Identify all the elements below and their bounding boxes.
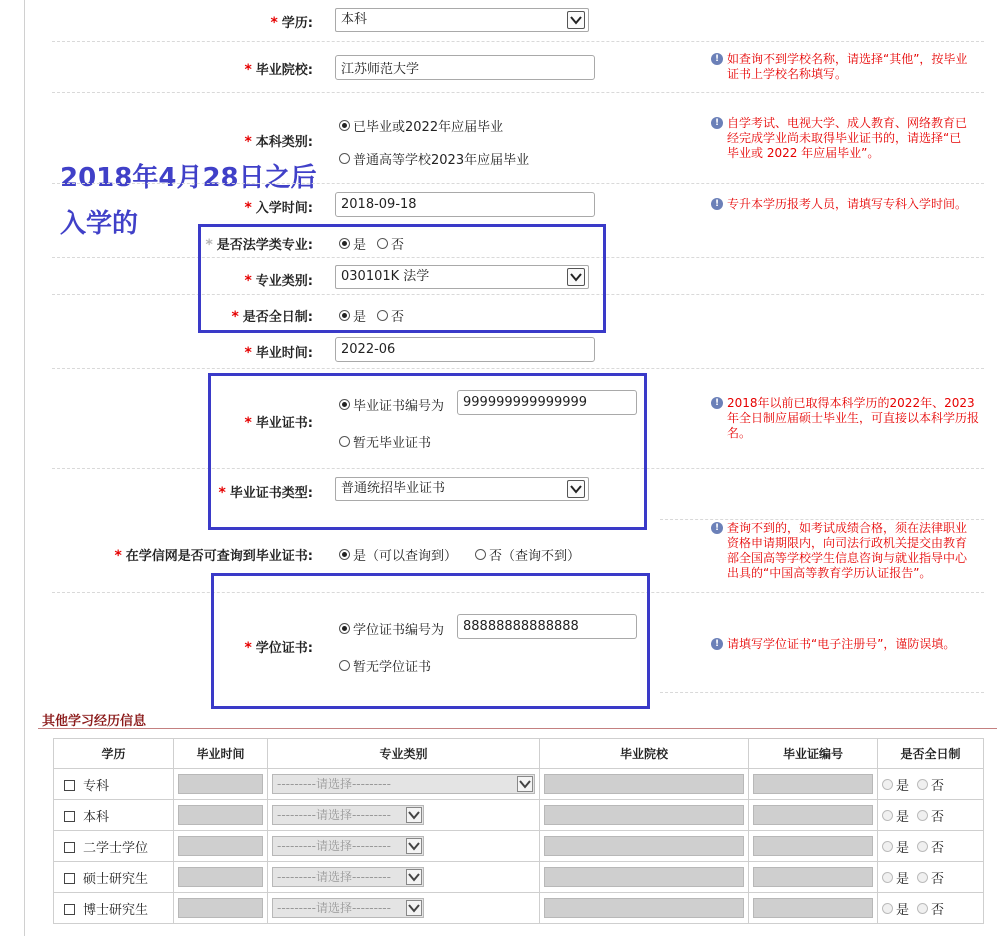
row-checkbox[interactable]: [64, 811, 75, 822]
col-header-grad-time: 毕业时间: [174, 739, 268, 769]
law-major-label: * 是否法学类专业:: [205, 237, 313, 253]
diploma-label: * 毕业证书:: [244, 415, 313, 431]
fulltime-yes-radio[interactable]: 是: [339, 306, 366, 325]
fulltime-yes-radio[interactable]: [882, 779, 893, 790]
major-select-disabled[interactable]: ---------请选择---------: [272, 867, 424, 887]
col-header-cert-number: 毕业证编号: [749, 739, 878, 769]
fulltime-yes-radio[interactable]: [882, 903, 893, 914]
row-checkbox[interactable]: [64, 873, 75, 884]
education-select[interactable]: 本科: [335, 8, 589, 32]
chevron-down-icon: [517, 776, 533, 792]
school-input[interactable]: [335, 55, 595, 80]
school-input-disabled[interactable]: [544, 836, 744, 856]
fulltime-label: * 是否全日制:: [231, 309, 313, 325]
degree-number-radio[interactable]: 学位证书编号为: [339, 619, 444, 638]
row-label: 本科: [83, 809, 110, 825]
annotation-text: 2018年4月28日之后 入学的: [60, 163, 317, 239]
row-checkbox[interactable]: [64, 904, 75, 915]
diploma-type-select[interactable]: 普通统招毕业证书: [335, 477, 589, 501]
grad-time-input-disabled[interactable]: [178, 805, 263, 825]
chevron-down-icon: [406, 838, 422, 854]
row-checkbox[interactable]: [64, 842, 75, 853]
cert-number-input-disabled[interactable]: [753, 805, 873, 825]
cert-number-input-disabled[interactable]: [753, 774, 873, 794]
chevron-down-icon: [406, 869, 422, 885]
category-radio-graduated[interactable]: 已毕业或2022年应届毕业: [339, 116, 503, 135]
history-section-title: 其他学习经历信息: [42, 714, 147, 729]
school-input-disabled[interactable]: [544, 805, 744, 825]
chsi-label: * 在学信网是否可查询到毕业证书:: [114, 548, 313, 564]
fulltime-no-radio[interactable]: 否: [377, 306, 404, 325]
category-label: * 本科类别:: [244, 134, 313, 150]
education-label: * 学历:: [270, 15, 313, 31]
info-icon: !: [711, 638, 723, 650]
grad-time-label: * 毕业时间:: [244, 345, 313, 361]
table-row: 硕士研究生 ---------请选择--------- 是 否: [54, 862, 984, 893]
grad-time-input-disabled[interactable]: [178, 898, 263, 918]
cert-number-input-disabled[interactable]: [753, 836, 873, 856]
info-icon: !: [711, 53, 723, 65]
row-label: 博士研究生: [83, 902, 149, 918]
col-header-school: 毕业院校: [540, 739, 749, 769]
cert-number-input-disabled[interactable]: [753, 898, 873, 918]
highlight-box-diploma: [208, 373, 647, 530]
info-icon: !: [711, 117, 723, 129]
diploma-number-radio[interactable]: 毕业证书编号为: [339, 395, 444, 414]
fulltime-yes-radio[interactable]: [882, 872, 893, 883]
major-select[interactable]: 030101K 法学: [335, 265, 589, 289]
col-header-fulltime: 是否全日制: [878, 739, 984, 769]
info-icon: !: [711, 198, 723, 210]
grad-time-input-disabled[interactable]: [178, 867, 263, 887]
info-icon: !: [711, 397, 723, 409]
grad-time-input-disabled[interactable]: [178, 774, 263, 794]
highlight-box-degree: [211, 573, 650, 709]
chevron-down-icon: [567, 11, 585, 29]
table-row: 本科 ---------请选择--------- 是 否: [54, 800, 984, 831]
school-input-disabled[interactable]: [544, 867, 744, 887]
fulltime-no-radio[interactable]: [917, 779, 928, 790]
fulltime-no-radio[interactable]: [917, 841, 928, 852]
row-label: 专科: [83, 778, 110, 794]
school-note: ! 如查询不到学校名称，请选择“其他”，按毕业证书上学校名称填写。: [711, 52, 971, 82]
enroll-date-input[interactable]: [335, 192, 595, 217]
highlight-box-major: [198, 224, 606, 333]
degree-none-radio[interactable]: 暂无学位证书: [339, 656, 431, 675]
history-table: [53, 738, 984, 924]
cert-number-input-disabled[interactable]: [753, 867, 873, 887]
school-input-disabled[interactable]: [544, 898, 744, 918]
diploma-none-radio[interactable]: 暂无毕业证书: [339, 432, 431, 451]
diploma-type-label: * 毕业证书类型:: [218, 485, 313, 501]
fulltime-no-radio[interactable]: [917, 872, 928, 883]
chsi-note: ! 查询不到的，如考试成绩合格，须在法律职业资格申请期限内，向司法行政机关提交由教育部全国高等学校学生信息咨询与就业指导中心出具的“中国高等教育学历认证报告”。: [711, 521, 975, 581]
enroll-label: * 入学时间:: [244, 200, 313, 216]
chsi-yes-radio[interactable]: 是（可以查询到）: [339, 545, 457, 564]
category-note: ! 自学考试、电视大学、成人教育、网络教育已经完成学业尚未取得毕业证书的，请选择“已毕业或 2022 年应届毕业”。: [711, 116, 973, 161]
left-border-line: [24, 0, 25, 936]
enroll-note: ! 专升本学历报考人员，请填写专科入学时间。: [711, 197, 981, 212]
table-row: 专科 ---------请选择--------- 是 否: [54, 769, 984, 800]
degree-note: ! 请填写学位证书“电子注册号”，谨防误填。: [711, 637, 981, 652]
grad-time-input[interactable]: [335, 337, 595, 362]
fulltime-yes-radio[interactable]: [882, 841, 893, 852]
fulltime-yes-radio[interactable]: [882, 810, 893, 821]
school-label: * 毕业院校:: [244, 62, 313, 78]
chsi-no-radio[interactable]: 否（查询不到）: [475, 545, 580, 564]
degree-label: * 学位证书:: [244, 640, 313, 656]
major-select-disabled[interactable]: ---------请选择---------: [272, 836, 424, 856]
grad-time-input-disabled[interactable]: [178, 836, 263, 856]
table-row: 二学士学位 ---------请选择--------- 是 否: [54, 831, 984, 862]
col-header-major: 专业类别: [268, 739, 540, 769]
col-header-education: 学历: [54, 739, 174, 769]
major-select-disabled[interactable]: ---------请选择---------: [272, 898, 424, 918]
section-divider: [38, 728, 997, 729]
diploma-note: ! 2018年以前已取得本科学历的2022年、2023年全日制应届硕士毕业生，可直接以本科学历报名。: [711, 396, 979, 441]
fulltime-no-radio[interactable]: [917, 903, 928, 914]
law-major-no-radio[interactable]: 否: [377, 234, 404, 253]
major-select-disabled[interactable]: ---------请选择---------: [272, 805, 424, 825]
fulltime-no-radio[interactable]: [917, 810, 928, 821]
major-label: * 专业类别:: [244, 273, 313, 289]
chevron-down-icon: [406, 807, 422, 823]
law-major-yes-radio[interactable]: 是: [339, 234, 366, 253]
table-row: 博士研究生 ---------请选择--------- 是 否: [54, 893, 984, 924]
category-radio-2023[interactable]: 普通高等学校2023年应届毕业: [339, 149, 529, 168]
info-icon: !: [711, 522, 723, 534]
row-checkbox[interactable]: [64, 780, 75, 791]
major-select-disabled[interactable]: ---------请选择---------: [272, 774, 535, 794]
row-label: 二学士学位: [83, 840, 149, 856]
school-input-disabled[interactable]: [544, 774, 744, 794]
chevron-down-icon: [406, 900, 422, 916]
row-label: 硕士研究生: [83, 871, 149, 887]
